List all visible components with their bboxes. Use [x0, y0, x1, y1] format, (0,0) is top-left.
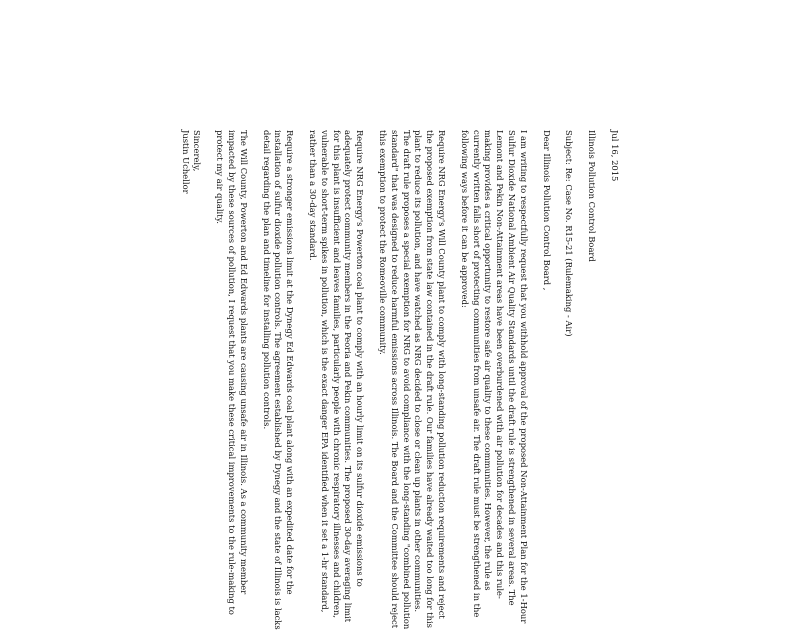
letter-signer: Justin Uchellor: [180, 130, 191, 194]
letter-closing: Sincerely,: [192, 130, 203, 172]
letter-paragraph-intro: I am writing to respectfully request that you withhold approval of the proposed Non-Attainment Plan for the 1-Hour Sulfur Dioxide National Ambient Air Quality Standards until the draft rule is strengthened in several areas. The Lemont and Pekin Non-Attainment areas have been overburdened with air pollution for decades and this rule-making provides a critical opportunity to restore safe air quality to these communities. However, the rule as currently written falls short of protecting communities from unsafe air. The draft rule must be strengthened in the following ways before it can be approved:: [459, 130, 529, 624]
letter-paragraph-ed-edwards: Require a stronger emissions limit at the Dynegy Ed Edwards coal plant along with an expedited date for the installation of sulfur dioxide pollution controls. The agreement established by Dynegy and the state of Illinois is lacks detail regarding the plan and timeline for installing pollution controls.: [261, 130, 296, 630]
letter-recipient: Illinois Pollution Control Board: [587, 130, 598, 262]
letter-paragraph-will-county: Require NRG Energy's Will County plant to comply with long-standing pollution reduction requirements and reject the proposed exemption from state law contained in the draft rule. Our families have already waited too long for this plant to reduce its pollution, and have watched as NRG decided to close or clean up plants in other communities. The draft rule proposes a special exemption for NRG to avoid compliance with the long-standing "combined pollution standard" that was designed to reduce harmful emissions across Illinois. The Board and the Committee should reject this exemption to protect the Romeoville community.: [378, 130, 448, 630]
letter-date: Jul 16, 2015: [610, 130, 620, 182]
rotated-letter-page: [100, 130, 620, 630]
letter-salutation: Dear Illinois Pollution Control Board ,: [541, 130, 552, 291]
letter-paragraph-powerton: Require NRG Energy's Powerton coal plant to comply with an hourly limit on its sulfur dioxide emissions to adequately protect community members in the Peoria and Pekin communities. The proposed 30-day averaging limit for this plant is insufficient and leaves families, particularly people with chronic respiratory illnesses and children, vulnerable to short-term spikes in pollution, which is the exact danger EPA identified when it set a 1-hr standard, rather than a 30-day standard.: [308, 130, 366, 623]
letter-subject: Subject: Re: Case No. R15-21 (Rulemaking - Air): [564, 130, 575, 337]
letter-paragraph-conclusion: The Will County, Powerton and Ed Edwards plants are causing unsafe air in Illinois. As a community member impacted by these sources of pollution, I request that you make these critical improvements to the rule-making to protect my air quality.: [215, 130, 249, 615]
